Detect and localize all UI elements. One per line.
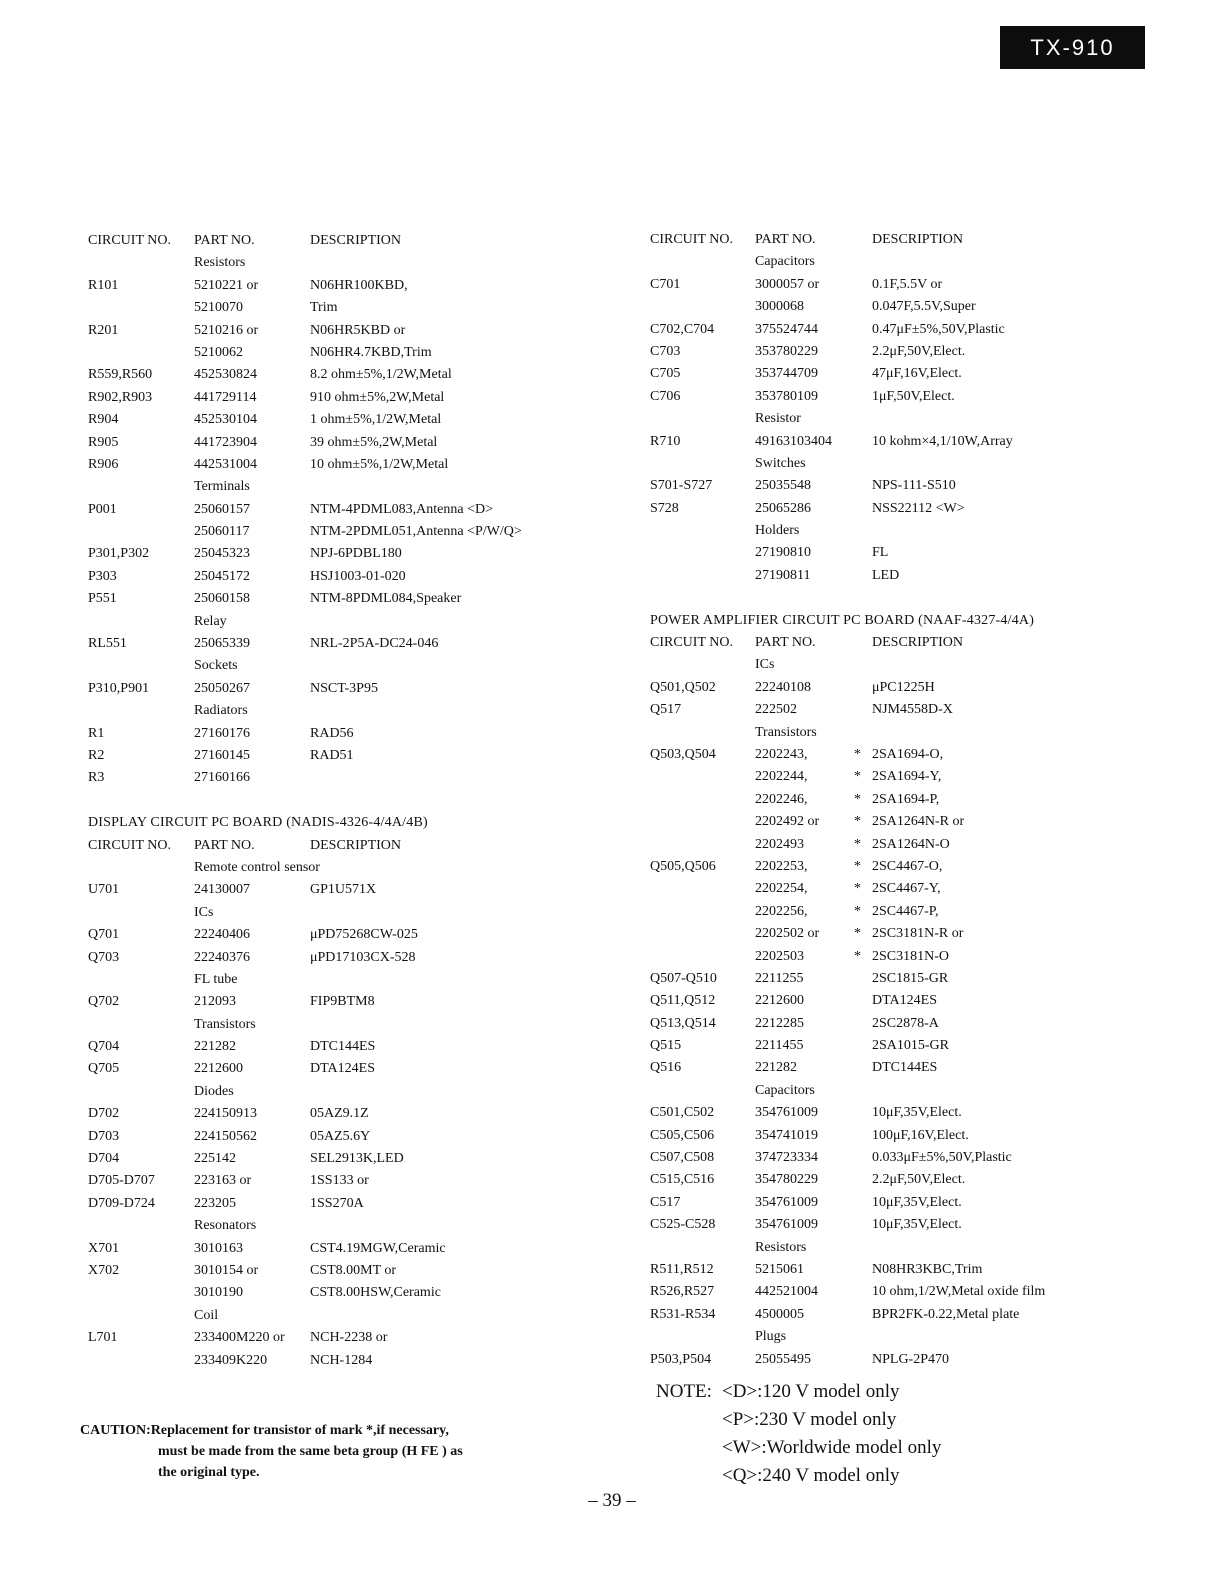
circuit-no: X702 <box>88 1262 120 1278</box>
part-no: 354780229 <box>755 1172 818 1188</box>
circuit-no: C505,C506 <box>650 1127 715 1143</box>
description: 10 ohm,1/2W,Metal oxide film <box>872 1284 1046 1300</box>
description: 05AZ5.6Y <box>310 1128 371 1144</box>
part-no: 2202256, <box>755 903 808 919</box>
circuit-no: Q517 <box>650 702 682 718</box>
description: 2SA1694-P, <box>872 791 940 807</box>
part-no-header: PART NO. <box>194 837 255 853</box>
part-no: 5210216 or <box>194 322 259 338</box>
part-no: Terminals <box>194 479 250 495</box>
circuit-no-header: CIRCUIT NO. <box>88 233 171 248</box>
description: NTM-2PDML051,Antenna <P/W/Q> <box>310 524 522 540</box>
description: 910 ohm±5%,2W,Metal <box>310 389 445 405</box>
part-no: 25060157 <box>194 501 250 517</box>
description: DTC144ES <box>310 1039 376 1055</box>
circuit-no: D709-D724 <box>88 1195 155 1211</box>
description: FL <box>872 545 889 561</box>
circuit-no-header: CIRCUIT NO. <box>650 635 733 651</box>
part-no: Holders <box>755 523 800 539</box>
part-no: 2202253, <box>755 858 808 874</box>
circuit-no: R511,R512 <box>650 1261 714 1277</box>
part-no: 2202503 <box>755 948 804 964</box>
circuit-no: R905 <box>88 434 119 450</box>
circuit-no: R2 <box>88 747 105 763</box>
description: LED <box>872 567 900 583</box>
part-no: 441729114 <box>194 389 257 405</box>
part-no: 24130007 <box>194 882 250 898</box>
part-no: 5215061 <box>755 1261 804 1277</box>
note-line: <W>:Worldwide model only <box>722 1437 942 1458</box>
description: 1SS270A <box>310 1195 364 1211</box>
model-name: TX-910 <box>1030 34 1115 60</box>
circuit-no: D704 <box>88 1151 120 1167</box>
part-no: 5210070 <box>194 300 243 316</box>
description: 1SS133 or <box>310 1173 369 1189</box>
circuit-no-header: CIRCUIT NO. <box>88 837 171 853</box>
circuit-no: D703 <box>88 1128 120 1144</box>
circuit-no: C703 <box>650 343 681 359</box>
part-no: 25045172 <box>194 568 250 584</box>
circuit-no: R906 <box>88 456 119 472</box>
beta-group-mark: * <box>854 769 861 785</box>
part-no: Resistors <box>194 255 246 271</box>
board-title: DISPLAY CIRCUIT PC BOARD (NADIS-4326-4/4A/4B) <box>88 815 428 831</box>
circuit-no: R531-R534 <box>650 1306 716 1322</box>
description: CST8.00MT or <box>310 1262 397 1278</box>
part-no: Resonators <box>194 1218 257 1234</box>
circuit-no: P551 <box>88 591 117 607</box>
description: 2SA1264N-O <box>872 836 950 852</box>
description: N08HR3KBC,Trim <box>872 1261 983 1277</box>
description: 2SC4467-O, <box>872 858 943 874</box>
part-no: Capacitors <box>755 1082 815 1098</box>
part-no: 442531004 <box>194 456 257 472</box>
circuit-no: R710 <box>650 433 681 449</box>
beta-group-mark: * <box>854 948 861 964</box>
description: 0.47μF±5%,50V,Plastic <box>872 321 1005 337</box>
part-no: 2202254, <box>755 881 808 897</box>
circuit-no: R101 <box>88 277 119 293</box>
circuit-no-header: CIRCUIT NO. <box>650 232 733 247</box>
description-header: DESCRIPTION <box>872 232 964 247</box>
part-no-header: PART NO. <box>194 233 255 248</box>
part-no: Capacitors <box>755 254 815 270</box>
description: CST8.00HSW,Ceramic <box>310 1285 441 1301</box>
circuit-no: R526,R527 <box>650 1284 715 1300</box>
part-no: 442521004 <box>755 1284 818 1300</box>
description: 100μF,16V,Elect. <box>872 1127 969 1143</box>
description: 2SC3181N-R or <box>872 926 964 942</box>
circuit-no: P001 <box>88 501 117 517</box>
part-no: Plugs <box>755 1329 787 1345</box>
part-no: 3010190 <box>194 1285 243 1301</box>
description: 2SA1694-O, <box>872 746 944 762</box>
part-no: 49163103404 <box>755 433 832 449</box>
part-no: 3010154 or <box>194 1262 259 1278</box>
part-no: 221282 <box>194 1039 236 1055</box>
description: DTA124ES <box>872 993 937 1009</box>
circuit-no: R904 <box>88 412 119 428</box>
part-no: 27190811 <box>755 567 811 583</box>
description: NPJ-6PDBL180 <box>310 546 402 562</box>
description: 2SA1015-GR <box>872 1038 950 1054</box>
circuit-no: P303 <box>88 568 117 584</box>
beta-group-mark: * <box>854 926 861 942</box>
part-no: Remote control sensor <box>194 859 320 875</box>
circuit-no: C701 <box>650 276 681 292</box>
part-no: 354761009 <box>755 1105 818 1121</box>
part-no: 3010163 <box>194 1240 243 1256</box>
circuit-no: RL551 <box>88 636 127 652</box>
circuit-no: D702 <box>88 1106 120 1122</box>
caution-note <box>80 1420 463 1483</box>
description-header: DESCRIPTION <box>872 635 964 651</box>
description: NSS22112 <W> <box>872 500 965 516</box>
part-no: 22240108 <box>755 679 811 695</box>
circuit-no: C702,C704 <box>650 321 715 337</box>
circuit-no: P301,P302 <box>88 546 150 562</box>
part-no: 25065286 <box>755 500 811 516</box>
circuit-no: S728 <box>650 500 679 516</box>
part-no: 225142 <box>194 1151 236 1167</box>
description: 0.1F,5.5V or <box>872 276 943 292</box>
description: 10μF,35V,Elect. <box>872 1217 962 1233</box>
part-no: 354741019 <box>755 1127 818 1143</box>
part-no: 25060158 <box>194 591 250 607</box>
beta-group-mark: * <box>854 814 861 830</box>
circuit-no: P310,P901 <box>88 680 150 696</box>
part-no: 4500005 <box>755 1306 804 1322</box>
part-no: 25065339 <box>194 636 250 652</box>
circuit-no: R1 <box>88 725 105 741</box>
part-no: Transistors <box>755 724 817 740</box>
part-no: 2202243, <box>755 746 808 762</box>
part-no: 212093 <box>194 994 236 1010</box>
description: 2.2μF,50V,Elect. <box>872 343 966 359</box>
description: NJM4558D-X <box>872 702 953 718</box>
part-no: 22240406 <box>194 927 250 943</box>
description: N06HR4.7KBD,Trim <box>310 344 432 360</box>
caution-line: the original type. <box>158 1465 260 1480</box>
description: Trim <box>310 300 338 316</box>
part-no: ICs <box>755 657 775 673</box>
caution-line: CAUTION:Replacement for transistor of mark *,if necessary, <box>80 1423 449 1438</box>
description: NPLG-2P470 <box>872 1351 950 1367</box>
part-no: 5210062 <box>194 344 243 360</box>
part-no: 452530104 <box>194 412 257 428</box>
description-header: DESCRIPTION <box>310 233 402 248</box>
description: 1 ohm±5%,1/2W,Metal <box>310 412 442 428</box>
board-title: POWER AMPLIFIER CIRCUIT PC BOARD (NAAF-4327-4/4A) <box>650 612 1035 628</box>
description: 10μF,35V,Elect. <box>872 1194 962 1210</box>
circuit-no: Q702 <box>88 994 120 1010</box>
part-no: 353744709 <box>755 366 818 382</box>
circuit-no: C706 <box>650 388 681 404</box>
part-no: 27160166 <box>194 770 250 786</box>
part-no: 233400M220 or <box>194 1330 285 1346</box>
circuit-no: C517 <box>650 1194 681 1210</box>
part-no: 354761009 <box>755 1194 818 1210</box>
description: 2SA1264N-R or <box>872 814 965 830</box>
part-no: 2202502 or <box>755 926 820 942</box>
circuit-no: Q703 <box>88 949 120 965</box>
circuit-no: R201 <box>88 322 119 338</box>
circuit-no: S701-S727 <box>650 478 713 494</box>
part-no: 353780109 <box>755 388 818 404</box>
description: NCH-1284 <box>310 1352 373 1368</box>
part-no: 441723904 <box>194 434 257 450</box>
circuit-no: Q511,Q512 <box>650 993 716 1009</box>
part-no: Transistors <box>194 1016 256 1032</box>
part-no: 2202244, <box>755 769 808 785</box>
part-no-header: PART NO. <box>755 232 816 247</box>
description: FIP9BTM8 <box>310 994 375 1010</box>
description: 10 kohm×4,1/10W,Array <box>872 433 1013 449</box>
description: DTC144ES <box>872 1060 938 1076</box>
circuit-no: P503,P504 <box>650 1351 712 1367</box>
part-no: 25050267 <box>194 680 250 696</box>
beta-group-mark: * <box>854 791 861 807</box>
part-no: FL tube <box>194 971 238 987</box>
part-no: 224150913 <box>194 1106 257 1122</box>
circuit-no: C525-C528 <box>650 1217 716 1233</box>
description: μPD75268CW-025 <box>310 927 418 943</box>
part-no: Sockets <box>194 658 238 674</box>
description: GP1U571X <box>310 882 377 898</box>
part-no: 25055495 <box>755 1351 811 1367</box>
part-no: 222502 <box>755 702 797 718</box>
model-badge <box>1000 26 1145 69</box>
circuit-no: Q505,Q506 <box>650 858 716 874</box>
description: 39 ohm±5%,2W,Metal <box>310 434 438 450</box>
circuit-no: C705 <box>650 366 681 382</box>
description: 2SC2878-A <box>872 1015 939 1031</box>
note-label: NOTE: <box>656 1381 712 1402</box>
part-no: 2212600 <box>194 1061 243 1077</box>
part-no: 233409K220 <box>194 1352 268 1368</box>
note-line: <D>:120 V model only <box>722 1381 900 1402</box>
description: N06HR5KBD or <box>310 322 406 338</box>
part-no-header: PART NO. <box>755 635 816 651</box>
part-no: 2211255 <box>755 970 804 986</box>
circuit-no: Q515 <box>650 1038 682 1054</box>
beta-group-mark: * <box>854 858 861 874</box>
description: 10 ohm±5%,1/2W,Metal <box>310 456 449 472</box>
part-no: 353780229 <box>755 343 818 359</box>
part-no: ICs <box>194 904 214 920</box>
description: 2SC4467-Y, <box>872 881 941 897</box>
part-no: 2212600 <box>755 993 804 1009</box>
description: RAD56 <box>310 725 354 741</box>
circuit-no: X701 <box>88 1240 120 1256</box>
description: 2SC1815-GR <box>872 970 949 986</box>
circuit-no: C515,C516 <box>650 1172 715 1188</box>
description-header: DESCRIPTION <box>310 837 402 853</box>
part-no: 2202492 or <box>755 814 820 830</box>
circuit-no: Q507-Q510 <box>650 970 717 986</box>
part-no: Resistors <box>755 1239 807 1255</box>
beta-group-mark: * <box>854 746 861 762</box>
part-no: 3000057 or <box>755 276 820 292</box>
description: RAD51 <box>310 747 354 763</box>
circuit-no: D705-D707 <box>88 1173 155 1189</box>
circuit-no: Q513,Q514 <box>650 1015 716 1031</box>
description: μPD17103CX-528 <box>310 949 416 965</box>
description: DTA124ES <box>310 1061 375 1077</box>
page-number: – 39 – <box>588 1490 636 1511</box>
part-no: 374723334 <box>755 1150 818 1166</box>
description: 1μF,50V,Elect. <box>872 388 955 404</box>
part-no: Coil <box>194 1307 219 1323</box>
part-no: 25045323 <box>194 546 250 562</box>
description: NTM-4PDML083,Antenna <D> <box>310 501 493 517</box>
part-no: 3000068 <box>755 299 804 315</box>
part-no: Resistor <box>755 411 801 427</box>
part-no: 2202493 <box>755 836 804 852</box>
description: CST4.19MGW,Ceramic <box>310 1240 446 1256</box>
circuit-no: Q501,Q502 <box>650 679 716 695</box>
description: NRL-2P5A-DC24-046 <box>310 636 439 652</box>
description: 2SC4467-P, <box>872 903 939 919</box>
description: 0.047F,5.5V,Super <box>872 299 976 315</box>
part-no: 27160145 <box>194 747 250 763</box>
part-no: 2212285 <box>755 1015 804 1031</box>
part-no: 22240376 <box>194 949 250 965</box>
circuit-no: Q701 <box>88 927 120 943</box>
beta-group-mark: * <box>854 881 861 897</box>
part-no: Switches <box>755 455 806 471</box>
part-no: 223163 or <box>194 1173 252 1189</box>
part-no: 25060117 <box>194 524 250 540</box>
part-no: 452530824 <box>194 367 257 383</box>
part-no: 5210221 or <box>194 277 259 293</box>
part-no: 2202246, <box>755 791 808 807</box>
circuit-no: Q516 <box>650 1060 682 1076</box>
description: SEL2913K,LED <box>310 1151 404 1167</box>
circuit-no: U701 <box>88 882 120 898</box>
description: NCH-2238 or <box>310 1330 388 1346</box>
circuit-no: Q704 <box>88 1039 120 1055</box>
description: NTM-8PDML084,Speaker <box>310 591 462 607</box>
description: NPS-111-S510 <box>872 478 956 494</box>
circuit-no: Q705 <box>88 1061 120 1077</box>
description: 2SC3181N-O <box>872 948 950 964</box>
description: HSJ1003-01-020 <box>310 568 406 584</box>
part-no: 223205 <box>194 1195 236 1211</box>
part-no: Diodes <box>194 1083 234 1099</box>
note-line: <P>:230 V model only <box>722 1409 897 1430</box>
description: 10μF,35V,Elect. <box>872 1105 962 1121</box>
part-no: 27160176 <box>194 725 250 741</box>
circuit-no: R3 <box>88 770 105 786</box>
circuit-no: R902,R903 <box>88 389 153 405</box>
description: 0.033μF±5%,50V,Plastic <box>872 1150 1012 1166</box>
description: 05AZ9.1Z <box>310 1106 369 1122</box>
circuit-no: R559,R560 <box>88 367 153 383</box>
circuit-no: C501,C502 <box>650 1105 715 1121</box>
part-no: 221282 <box>755 1060 797 1076</box>
part-no: 375524744 <box>755 321 818 337</box>
note-line: <Q>:240 V model only <box>722 1465 900 1486</box>
part-no: 224150562 <box>194 1128 257 1144</box>
description: 8.2 ohm±5%,1/2W,Metal <box>310 367 452 383</box>
caution-line: must be made from the same beta group (H FE ) as <box>158 1444 463 1459</box>
part-no: Relay <box>194 613 227 629</box>
description: 47μF,16V,Elect. <box>872 366 962 382</box>
beta-group-mark: * <box>854 903 861 919</box>
part-no: Radiators <box>194 703 248 719</box>
description: μPC1225H <box>872 679 935 695</box>
beta-group-mark: * <box>854 836 861 852</box>
description: 2SA1694-Y, <box>872 769 942 785</box>
description: 2.2μF,50V,Elect. <box>872 1172 966 1188</box>
circuit-no: L701 <box>88 1330 118 1346</box>
circuit-no: C507,C508 <box>650 1150 715 1166</box>
circuit-no: Q503,Q504 <box>650 746 716 762</box>
description: NSCT-3P95 <box>310 680 378 696</box>
description: N06HR100KBD, <box>310 277 408 293</box>
description: BPR2FK-0.22,Metal plate <box>872 1306 1020 1322</box>
part-no: 27190810 <box>755 545 811 561</box>
part-no: 354761009 <box>755 1217 818 1233</box>
part-no: 25035548 <box>755 478 811 494</box>
part-no: 2211455 <box>755 1038 804 1054</box>
